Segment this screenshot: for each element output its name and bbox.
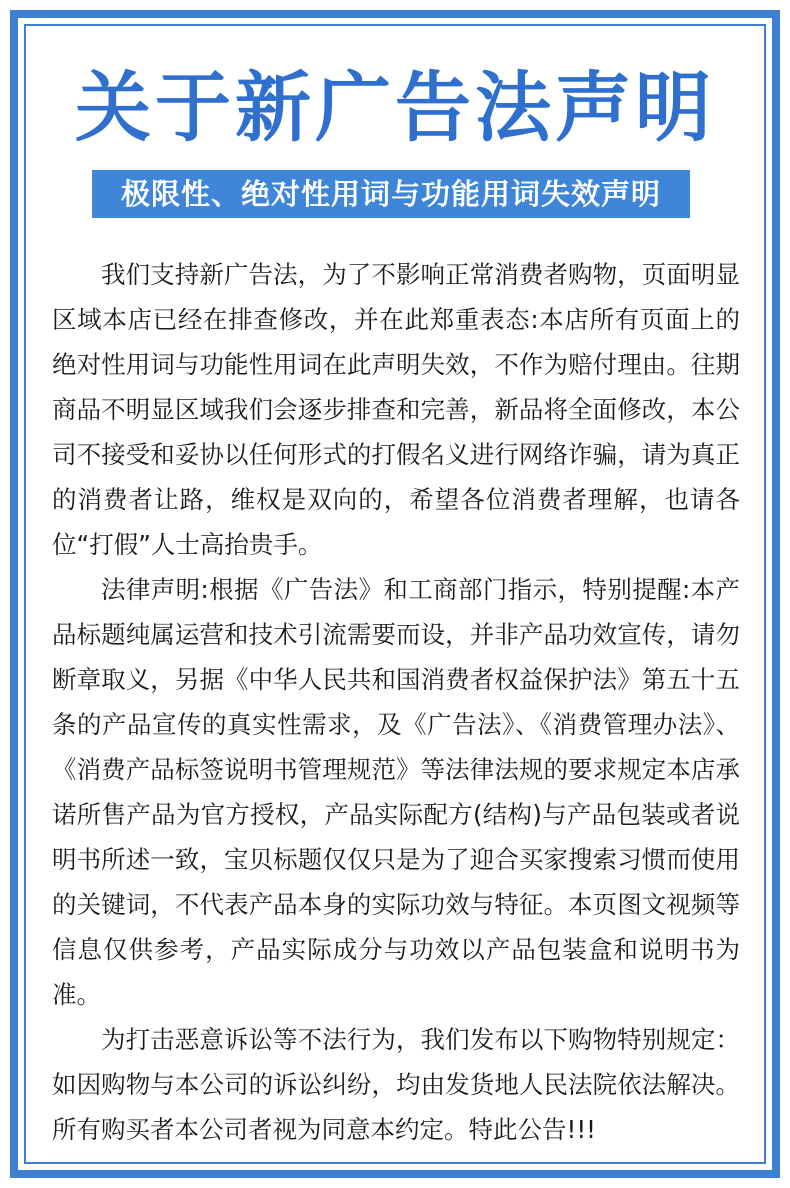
paragraph-legal-statement: 法律声明:根据《广告法》和工商部门指示，特别提醒:本产品标题纯属运营和技术引流需要而设，并非产品功效宣传，请勿断章取义，另据《中华人民共和国消费者权益保护法》第五十五条的产品宣传的真实性需求，及《广告法》、《消费管理办法》、《消费产品标签说明书管理规范》等法律法规的要求规定本店承诺所售产品为官方授权，产品实际配方(结构)与产品包装或者说明书所述一致，宝贝标题仅仅只是为了迎合买家搜索习惯而使用的关键词，不代表产品本身的实际功效与特征。本页图文视频等信息仅供参考，产品实际成分与功效以产品包装盒和说明书为准。: [52, 575, 740, 1009]
page-title: 关于新广告法声明: [75, 63, 715, 152]
statement-body: [52, 252, 740, 1152]
paragraph-litigation-rule: 为打击恶意诉讼等不法行为，我们发布以下购物特别规定：如因购物与本公司的诉讼纠纷，均由发货地人民法院依法解决。所有购买者本公司者视为同意本约定。特此公告!!!: [52, 1025, 740, 1144]
paragraph-ad-law-support: 我们支持新广告法，为了不影响正常消费者购物，页面明显区域本店已经在排查修改，并在此郑重表态:本店所有页面上的绝对性用词与功能性用词在此声明失效，不作为赔付理由。往期商品不明显区域我们会逐步排查和完善，新品将全面修改，本公司不接受和妥协以任何形式的打假名义进行网络诈骗，请为真正的消费者让路，维权是双向的，希望各位消费者理解，也请各位“打假”人士高抬贵手。: [52, 260, 740, 559]
subtitle-banner: 极限性、绝对性用词与功能用词失效声明: [92, 170, 690, 218]
